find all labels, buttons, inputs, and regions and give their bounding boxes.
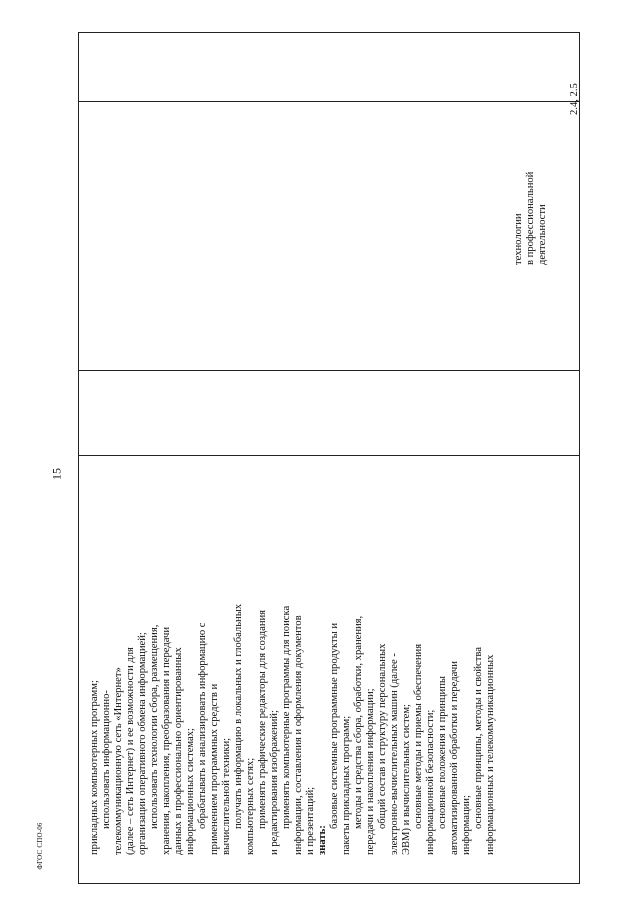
text-line: компьютерных сетях;: [245, 757, 256, 855]
text-line: (далее – сеть Интернет) и ее возможности для: [125, 647, 136, 855]
text-line: информации, составления и оформления документов: [293, 615, 304, 855]
text-line: автоматизированной обработки и передачи: [449, 661, 460, 855]
text-line: данных в профессионально ориентированных: [173, 647, 184, 855]
main-content-cell: [89, 375, 424, 855]
text-line: пакеты прикладных программ;: [341, 715, 352, 855]
text-line: применять графические редакторы для создания: [257, 609, 268, 829]
text-line: информационных и телекоммуникационных: [485, 654, 496, 855]
main-content-cell-continued: [425, 375, 505, 855]
text-line: прикладных компьютерных программ;: [89, 680, 100, 855]
text-line: применять компьютерные программы для поиска: [281, 605, 292, 829]
text-line: основные принципы, методы и свойства: [473, 647, 484, 829]
text-line: электронно-вычислительных машин (далее -: [389, 653, 400, 855]
text-line: использовать информационно-: [101, 690, 112, 829]
text-line-heading: знать:: [317, 825, 328, 855]
text-line: получать информацию в локальных и глобальных: [233, 603, 244, 829]
text-line: применением программных средств и: [209, 683, 220, 855]
text-line: организации оперативного обмена информацией;: [137, 632, 148, 855]
text-line: общий состав и структуру персональных: [377, 643, 388, 829]
text-line: ЭВМ) и вычислительных систем;: [401, 704, 412, 855]
footer-code: ФГОС СПО-06: [36, 822, 44, 870]
competency-codes-cell: [569, 35, 583, 115]
text-line: передачи и накопления информации;: [365, 688, 376, 855]
text-line: информационных системах;: [185, 728, 196, 855]
text-line: информации;: [461, 795, 472, 855]
text-line: информационной безопасности;: [425, 709, 436, 855]
table-frame: [78, 32, 580, 884]
rotated-cells: [79, 33, 581, 885]
text-line: вычислительной техники;: [221, 737, 232, 855]
text-line: телекоммуникационную сеть «Интернет»: [113, 667, 124, 855]
text-line: хранения, накопления, преобразования и передачи: [161, 626, 172, 855]
text-line: основные методы и приемы обеспечения: [413, 643, 424, 829]
text-line: и презентаций;: [305, 786, 316, 855]
text-line: основные положения и принципы: [437, 675, 448, 829]
text-line: базовые системные программные продукты и: [329, 622, 340, 829]
text-line: использовать технологии сбора, размещения,: [149, 624, 160, 829]
discipline-cell: [513, 65, 573, 265]
competency-codes: 2.4, 2.5: [569, 83, 580, 115]
text-line: обрабатывать и анализировать информацию с: [197, 622, 208, 829]
text-line: деятельности: [537, 204, 548, 265]
text-line: технологии: [513, 213, 524, 265]
text-line: методы и средства сбора, обработки, хранения,: [353, 615, 364, 829]
text-line: в профессиональной: [525, 171, 536, 265]
page-number: 15: [49, 468, 64, 480]
text-line: и редактирования изображений;: [269, 710, 280, 855]
